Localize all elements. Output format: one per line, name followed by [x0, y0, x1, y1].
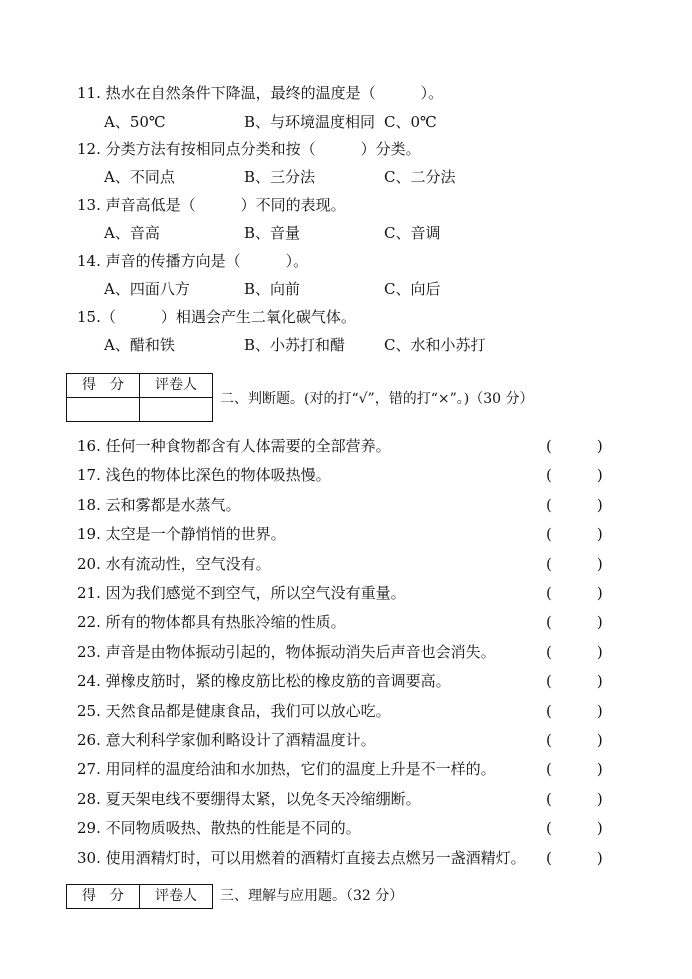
grader-cell [140, 398, 213, 422]
answer-parentheses[interactable]: ( ) [546, 496, 603, 514]
score-box-section-3 [66, 884, 213, 909]
tf-question: 20. 水有流动性，空气没有。 [77, 555, 271, 573]
answer-parentheses[interactable]: ( ) [546, 819, 603, 837]
answer-parentheses[interactable]: ( ) [546, 790, 603, 808]
tf-question: 19. 太空是一个静悄悄的世界。 [77, 525, 286, 543]
option-c: C、二分法 [384, 168, 456, 186]
option-b: B、小苏打和醋 [244, 336, 346, 354]
score-label: 得 分 [67, 885, 140, 909]
tf-question: 25. 天然食品都是健康食品，我们可以放心吃。 [77, 702, 391, 720]
option-a: A、音高 [104, 224, 160, 242]
tf-question: 23. 声音是由物体振动引起的，物体振动消失后声音也会消失。 [77, 643, 496, 661]
answer-parentheses[interactable]: ( ) [546, 672, 603, 690]
answer-parentheses[interactable]: ( ) [546, 466, 603, 484]
answer-parentheses[interactable]: ( ) [546, 437, 603, 455]
tf-question: 18. 云和雾都是水蒸气。 [77, 496, 241, 514]
section-2-title: 二、判断题。(对的打“√”，错的打“×”。)（30 分） [220, 391, 534, 407]
option-a: A、醋和铁 [104, 336, 175, 354]
section-3-title: 三、理解与应用题。（32 分） [220, 888, 404, 904]
question-text: 12. 分类方法有按相同点分类和按（ ）分类。 [77, 140, 421, 158]
answer-parentheses[interactable]: ( ) [546, 525, 603, 543]
answer-parentheses[interactable]: ( ) [546, 555, 603, 573]
question-text: 11. 热水在自然条件下降温，最终的温度是（ ）。 [77, 84, 444, 102]
question-text: 15.（ ）相遇会产生二氧化碳气体。 [77, 308, 356, 326]
tf-question: 26. 意大利科学家伽利略设计了酒精温度计。 [77, 731, 376, 749]
option-b: B、音量 [244, 224, 301, 242]
tf-question: 22. 所有的物体都具有热胀冷缩的性质。 [77, 613, 346, 631]
score-box-section-2 [66, 373, 213, 422]
answer-parentheses[interactable]: ( ) [546, 702, 603, 720]
score-cell [67, 398, 140, 422]
tf-question: 28. 夏天架电线不要绷得太紧，以免冬天冷缩绷断。 [77, 790, 421, 808]
tf-question: 29. 不同物质吸热、散热的性能是不同的。 [77, 819, 361, 837]
option-c: C、向后 [384, 280, 441, 298]
answer-parentheses[interactable]: ( ) [546, 643, 603, 661]
tf-question: 24. 弹橡皮筋时，紧的橡皮筋比松的橡皮筋的音调要高。 [77, 672, 451, 690]
option-c: C、0℃ [384, 113, 437, 131]
answer-parentheses[interactable]: ( ) [546, 613, 603, 631]
answer-parentheses[interactable]: ( ) [546, 584, 603, 602]
option-a: A、四面八方 [104, 280, 190, 298]
tf-question: 30. 使用酒精灯时，可以用燃着的酒精灯直接去点燃另一盏酒精灯。 [77, 849, 526, 867]
tf-question: 21. 因为我们感觉不到空气，所以空气没有重量。 [77, 584, 406, 602]
tf-question: 16. 任何一种食物都含有人体需要的全部营养。 [77, 437, 391, 455]
answer-parentheses[interactable]: ( ) [546, 731, 603, 749]
question-text: 14. 声音的传播方向是（ ）。 [77, 252, 309, 270]
question-text: 13. 声音高低是（ ）不同的表现。 [77, 196, 346, 214]
tf-question: 27. 用同样的温度给油和水加热，它们的温度上升是不一样的。 [77, 760, 496, 778]
option-b: B、向前 [244, 280, 301, 298]
option-b: B、三分法 [244, 168, 316, 186]
score-label: 得 分 [67, 374, 140, 398]
option-b: B、与环境温度相同 [244, 113, 376, 131]
answer-parentheses[interactable]: ( ) [546, 849, 603, 867]
option-c: C、水和小苏打 [384, 336, 486, 354]
tf-question: 17. 浅色的物体比深色的物体吸热慢。 [77, 466, 331, 484]
grader-label: 评卷人 [140, 885, 213, 909]
option-c: C、音调 [384, 224, 441, 242]
option-a: A、50℃ [104, 113, 166, 131]
grader-label: 评卷人 [140, 374, 213, 398]
option-a: A、不同点 [104, 168, 175, 186]
answer-parentheses[interactable]: ( ) [546, 760, 603, 778]
